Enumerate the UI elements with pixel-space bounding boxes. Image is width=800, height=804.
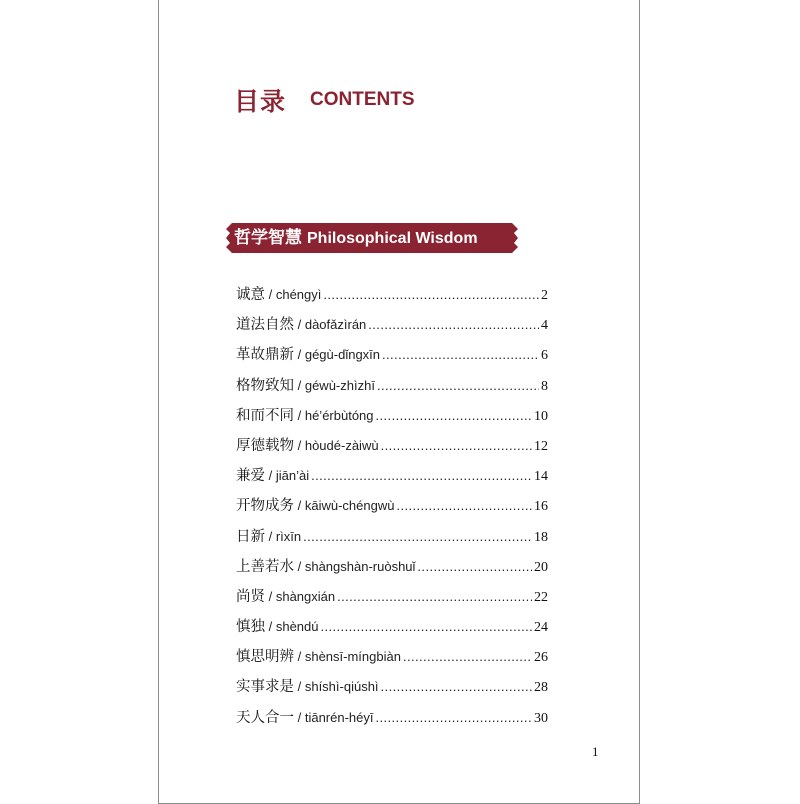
toc-entry-page: 4 — [541, 318, 548, 334]
toc-leader-dots — [323, 280, 539, 310]
toc-entry-pinyin: shèndú — [275, 619, 319, 635]
toc-separator: / — [294, 407, 305, 423]
toc-leader-dots — [403, 642, 532, 672]
toc-leader-dots — [368, 310, 539, 340]
toc-entry[interactable] — [236, 552, 548, 582]
toc-entry[interactable] — [236, 642, 548, 672]
section-title-english: Philosophical Wisdom — [307, 230, 478, 247]
toc-entry[interactable] — [236, 612, 548, 642]
toc-entry-chinese: 天人合一 — [236, 709, 294, 726]
toc-entry-page: 22 — [534, 589, 548, 605]
toc-entry-pinyin: shènsī-míngbiàn — [304, 649, 401, 665]
toc-separator: / — [294, 437, 305, 453]
toc-entry[interactable] — [236, 461, 548, 491]
toc-separator: / — [294, 709, 305, 725]
toc-leader-dots — [381, 672, 532, 702]
title-chinese: 目录 — [234, 87, 287, 116]
section-title — [234, 223, 478, 253]
toc-entry-chinese: 格物致知 — [236, 377, 294, 394]
toc-leader-dots — [337, 582, 532, 612]
toc-entry-page: 2 — [541, 288, 548, 303]
toc-entry-page: 30 — [534, 710, 548, 726]
toc-leader-dots — [311, 461, 532, 491]
toc-entry[interactable] — [236, 431, 548, 461]
toc-entry-pinyin: dàofǎzìrán — [304, 317, 367, 333]
toc-separator: / — [265, 619, 276, 635]
table-of-contents — [236, 280, 548, 733]
page-title — [234, 80, 415, 120]
toc-entry-page: 20 — [534, 559, 548, 575]
toc-entry-pinyin: jiān’ài — [275, 468, 310, 484]
toc-entry-pinyin: hé’érbùtóng — [304, 407, 374, 423]
toc-entry-page: 14 — [534, 469, 548, 485]
toc-entry[interactable] — [236, 371, 548, 401]
toc-entry-pinyin: shàngxián — [275, 588, 336, 604]
toc-entry-chinese: 开物成务 — [236, 498, 294, 515]
toc-entry-page: 18 — [534, 529, 548, 545]
toc-entry-chinese: 道法自然 — [236, 317, 294, 334]
section-title-chinese: 哲学智慧 — [234, 228, 302, 248]
toc-entry-chinese: 尚贤 — [236, 588, 265, 605]
toc-separator: / — [265, 287, 276, 302]
toc-separator: / — [265, 468, 276, 484]
toc-separator: / — [294, 498, 305, 514]
toc-separator: / — [294, 317, 305, 333]
toc-separator: / — [265, 528, 276, 544]
toc-entry[interactable] — [236, 280, 548, 310]
toc-leader-dots — [321, 612, 533, 642]
toc-entry[interactable] — [236, 522, 548, 552]
toc-leader-dots — [396, 491, 532, 521]
toc-entry-page: 8 — [541, 378, 548, 394]
toc-entry-page: 10 — [534, 408, 548, 424]
toc-entry-page: 28 — [534, 680, 548, 696]
toc-entry-chinese: 兼爱 — [236, 468, 265, 485]
toc-entry[interactable] — [236, 491, 548, 521]
toc-leader-dots — [381, 431, 532, 461]
toc-separator: / — [265, 588, 276, 604]
toc-entry-chinese: 上善若水 — [236, 558, 294, 575]
toc-entry[interactable] — [236, 401, 548, 431]
toc-entry-page: 16 — [534, 499, 548, 515]
toc-separator: / — [294, 558, 305, 574]
toc-leader-dots — [377, 371, 539, 401]
toc-entry-chinese: 慎独 — [236, 619, 265, 636]
toc-entry-pinyin: chéngyì — [275, 287, 322, 302]
toc-entry-chinese: 诚意 — [236, 287, 265, 303]
toc-leader-dots — [376, 703, 533, 733]
toc-leader-dots — [382, 340, 539, 370]
toc-entry-pinyin: rìxīn — [275, 528, 302, 544]
toc-leader-dots — [417, 552, 532, 582]
toc-separator: / — [294, 377, 305, 393]
toc-entry-page: 12 — [534, 438, 548, 454]
title-english: CONTENTS — [310, 89, 415, 110]
toc-leader-dots — [303, 522, 532, 552]
toc-entry-chinese: 实事求是 — [236, 679, 294, 696]
toc-entry-pinyin: tiānrén-héyī — [304, 709, 374, 725]
toc-entry-chinese: 革故鼎新 — [236, 347, 294, 364]
toc-separator: / — [294, 649, 305, 665]
toc-entry-page: 26 — [534, 650, 548, 666]
toc-entry-pinyin: hòudé-zàiwù — [304, 437, 379, 453]
toc-entry[interactable] — [236, 582, 548, 612]
toc-entry-chinese: 慎思明辨 — [236, 649, 294, 666]
toc-entry[interactable] — [236, 310, 548, 340]
toc-entry-page: 6 — [541, 348, 548, 364]
toc-entry[interactable] — [236, 672, 548, 702]
toc-entry[interactable] — [236, 703, 548, 733]
toc-leader-dots — [376, 401, 532, 431]
page-number: 1 — [592, 744, 599, 759]
toc-entry-chinese: 和而不同 — [236, 407, 294, 424]
toc-separator: / — [294, 679, 305, 695]
toc-separator: / — [294, 347, 305, 363]
toc-entry-pinyin: géwù-zhìzhī — [304, 377, 375, 393]
toc-entry-pinyin: shàngshàn-ruòshuǐ — [304, 558, 416, 574]
toc-entry-page: 24 — [534, 620, 548, 636]
toc-entry-pinyin: kāiwù-chéngwù — [304, 498, 395, 514]
toc-entry-pinyin: shíshì-qiúshì — [304, 679, 379, 695]
toc-entry-pinyin: gégù-dǐngxīn — [304, 347, 381, 363]
section-banner — [226, 223, 518, 253]
toc-entry-chinese: 日新 — [236, 528, 265, 545]
toc-entry-chinese: 厚德载物 — [236, 437, 294, 454]
toc-entry[interactable] — [236, 340, 548, 370]
